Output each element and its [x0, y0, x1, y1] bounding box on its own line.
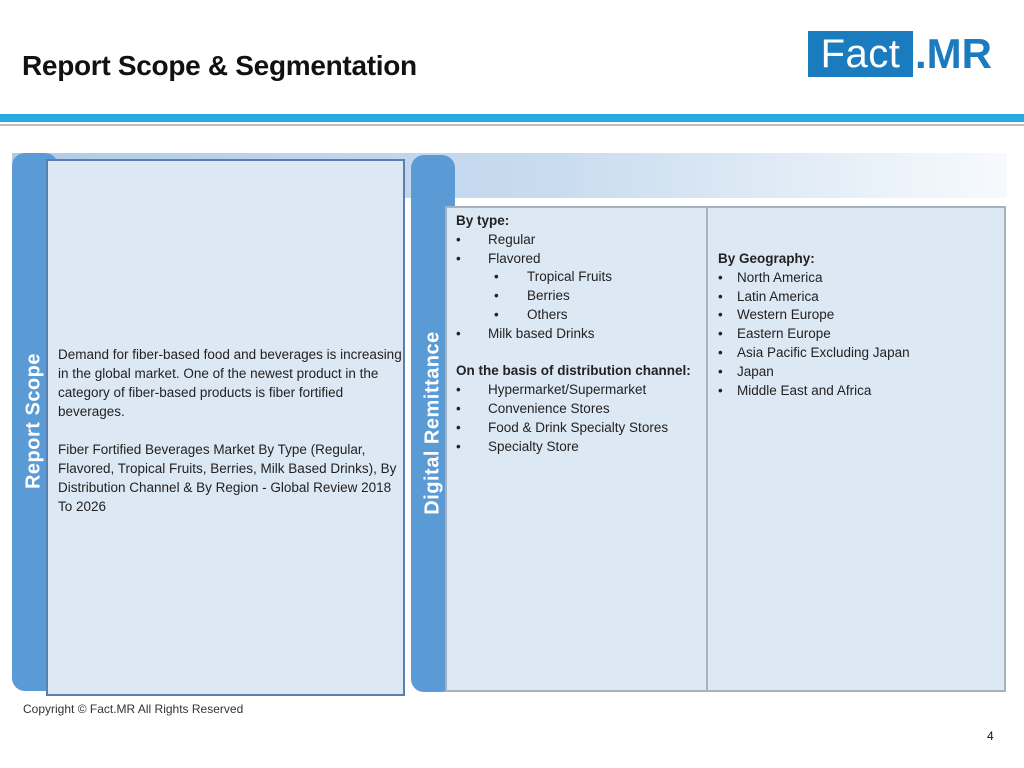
page-number: 4 [987, 729, 994, 743]
bullet-icon: • [718, 382, 723, 398]
scope-paragraph-2: Fiber Fortified Beverages Market By Type (Regular, Flavored, Tropical Fruits, Berries, Milk Based Drinks), By Distribution Channel & By Region - Global Review 2018 To 2026 [58, 442, 397, 514]
report-scope-text [58, 345, 403, 516]
geography-column [718, 250, 1003, 400]
bullet-icon: • [718, 269, 723, 285]
bullet-icon: • [718, 288, 723, 304]
bullet-icon: • [456, 325, 461, 341]
list-item: • Milk based Drinks [456, 325, 704, 344]
list-item: • Japan [718, 363, 1003, 382]
list-item: • Flavored [456, 250, 704, 269]
header-accent-rule [0, 114, 1024, 122]
bullet-icon: • [456, 400, 461, 416]
bullet-icon: • [456, 231, 461, 247]
list-item: • Eastern Europe [718, 325, 1003, 344]
bullet-icon: • [456, 382, 461, 398]
report-scope-label: Report Scope [22, 352, 45, 490]
sub-list-item: • Tropical Fruits [456, 268, 704, 287]
copyright-notice: Copyright © Fact.MR All Rights Reserved [23, 702, 244, 716]
by-type-heading: By type: [456, 213, 510, 228]
logo-fact-box: Fact [808, 31, 913, 77]
list-item: • North America [718, 269, 1003, 288]
list-item: • Western Europe [718, 306, 1003, 325]
header-divider [0, 124, 1024, 126]
list-item: • Middle East and Africa [718, 382, 1003, 401]
list-item: • Convenience Stores [456, 400, 704, 419]
list-item: • Latin America [718, 288, 1003, 307]
bullet-icon: • [494, 306, 499, 322]
bullet-icon: • [494, 288, 499, 304]
distribution-heading: On the basis of distribution channel: [456, 363, 691, 379]
bullet-icon: • [718, 307, 723, 323]
bullet-icon: • [456, 419, 461, 435]
bullet-icon: • [456, 250, 461, 266]
page-title: Report Scope & Segmentation [22, 50, 417, 81]
sub-list-item: • Others [456, 306, 704, 325]
type-distribution-column [456, 212, 704, 456]
list-item: • Asia Pacific Excluding Japan [718, 344, 1003, 363]
logo-mr-text: .MR [915, 30, 992, 77]
bullet-icon: • [718, 326, 723, 342]
column-divider [706, 206, 708, 692]
bullet-icon: • [718, 344, 723, 360]
list-item: • Regular [456, 231, 704, 250]
bullet-icon: • [456, 438, 461, 454]
digital-remittance-label: Digital Remittance [421, 331, 444, 515]
list-item: • Specialty Store [456, 438, 704, 457]
list-item: • Food & Drink Specialty Stores [456, 419, 704, 438]
bullet-icon: • [718, 363, 723, 379]
sub-list-item: • Berries [456, 287, 704, 306]
bullet-icon: • [494, 269, 499, 285]
by-geography-heading: By Geography: [718, 251, 815, 266]
scope-paragraph-1: Demand for fiber-based food and beverages is increasing in the global market. One of the newest product in the category of fiber-based products is fiber fortified beverages. [58, 347, 402, 419]
factmr-logo [808, 31, 992, 77]
list-item: • Hypermarket/Supermarket [456, 381, 704, 400]
